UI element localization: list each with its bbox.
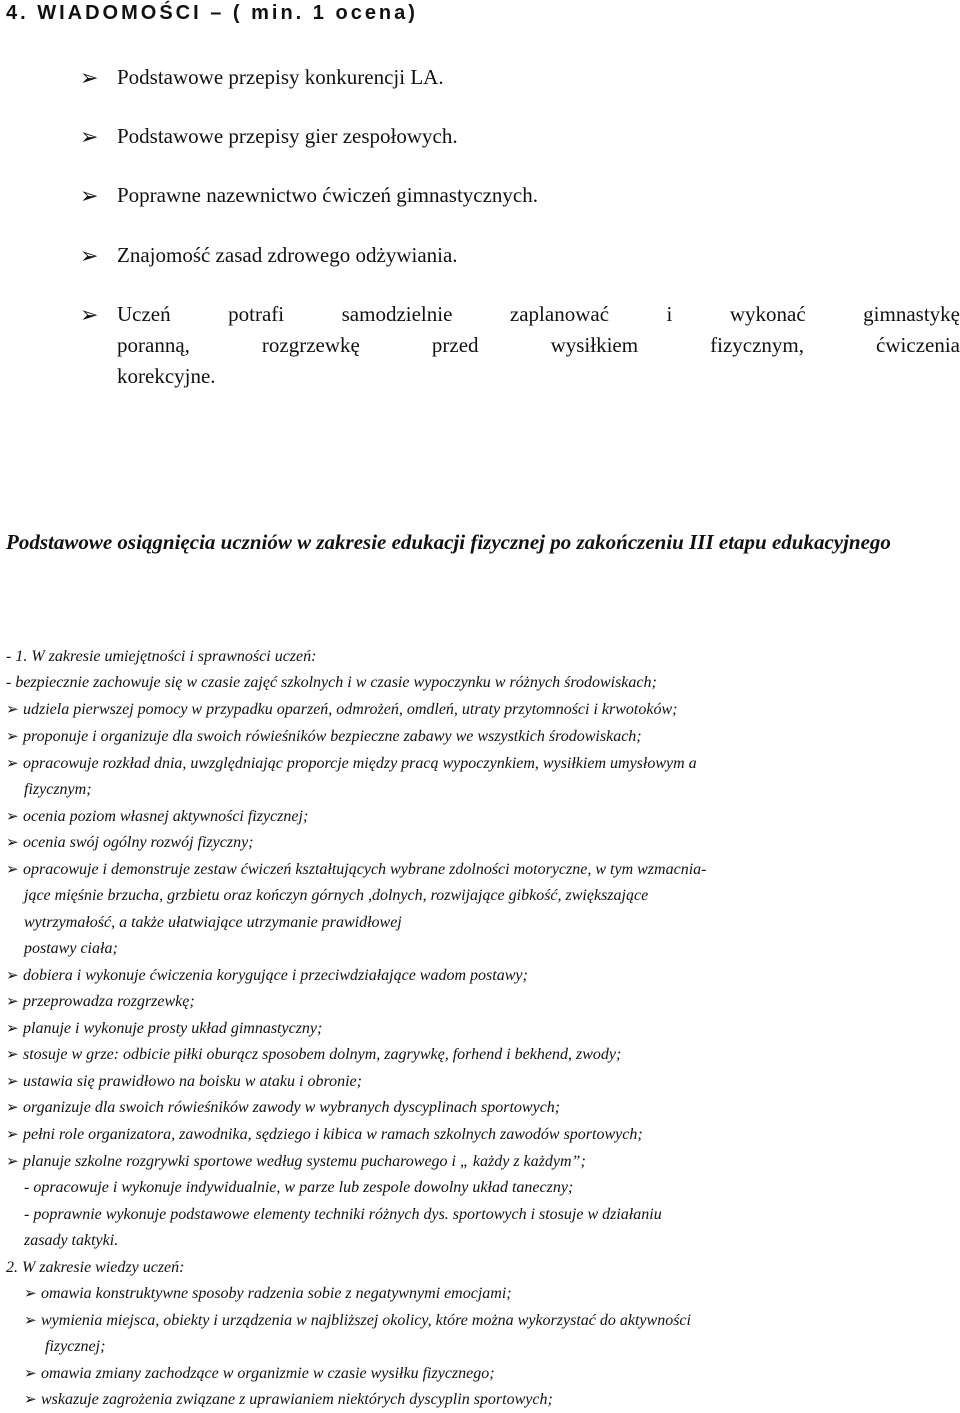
list-item: ➢ Znajomość zasad zdrowego odżywiania. [80,240,960,271]
list-item: ➢ Podstawowe przepisy konkurencji LA. [80,62,960,93]
list-item: ➢ Uczeń potrafi samodzielnie zaplanować i wykonać gimnastykę [80,299,960,330]
list-item: ➢ opracowuje i demonstruje zestaw ćwiczeń kształtujących wybrane zdolności motoryczne, w tym wzmacnia- [6,857,706,883]
arrow-bullet-icon: ➢ [6,1021,19,1037]
list-item: ➢ opracowuje rozkład dnia, uwzględniając proporcje między pracą wypoczynkiem, wysiłkiem umysłowym a [6,751,697,777]
list-item-continuation: jące mięśnie brzucha, grzbietu oraz kończyn górnych ,dolnych, rozwijające gibkość, zwiększające [24,887,649,904]
section-heading: 4. WIADOMOŚCI – ( min. 1 ocena) [6,2,418,24]
arrow-bullet-icon: ➢ [6,1127,19,1143]
arrow-bullet-icon: ➢ [80,124,99,149]
arrow-bullet-icon: ➢ [6,994,19,1010]
achievements-heading: Podstawowe osiągnięcia uczniów w zakresie edukacji fizycznej po zakończeniu III etapu edukacyjnego [6,530,891,554]
list-item: ➢ ocenia swój ogólny rozwój fizyczny; [6,830,254,856]
list-item-continuation: fizycznej; [45,1338,106,1355]
list-item-continuation: fizycznym; [24,781,92,798]
arrow-bullet-icon: ➢ [6,835,19,851]
list-item: ➢ omawia konstruktywne sposoby radzenia sobie z negatywnymi emocjami; [24,1281,512,1307]
dash-item-continuation: zasady taktyki. [24,1232,119,1249]
list-item: ➢ Podstawowe przepisy gier zespołowych. [80,121,960,152]
arrow-bullet-icon: ➢ [24,1392,37,1408]
list-item: ➢ organizuje dla swoich rówieśników zawody w wybranych dyscyplinach sportowych; [6,1095,560,1121]
arrow-bullet-icon: ➢ [6,729,19,745]
arrow-bullet-icon: ➢ [80,183,99,208]
list-item-continuation: postawy ciała; [24,940,118,957]
list-item: ➢ dobiera i wykonuje ćwiczenia korygujące i przeciwdziałające wadom postawy; [6,963,528,989]
arrow-bullet-icon: ➢ [6,1074,19,1090]
list-item: ➢ udziela pierwszej pomocy w przypadku oparzeń, odmrożeń, omdleń, utraty przytomności i krwotoków; [6,697,677,723]
arrow-bullet-icon: ➢ [6,1047,19,1063]
arrow-bullet-icon: ➢ [24,1366,37,1382]
list-item: ➢ planuje szkolne rozgrywki sportowe według systemu pucharowego i „ każdy z każdym”; [6,1149,586,1175]
list-item-continuation: poranną, rozgrzewkę przed wysiłkiem fizycznym, ćwiczenia [117,333,960,357]
arrow-bullet-icon: ➢ [6,1100,19,1116]
arrow-bullet-icon: ➢ [6,809,19,825]
list-item: ➢ wymienia miejsca, obiekty i urządzenia w najbliższej okolicy, które można wykorzystać do aktywności [24,1308,691,1334]
arrow-bullet-icon: ➢ [6,702,19,718]
arrow-bullet-icon: ➢ [80,302,99,327]
list-item: ➢ przeprowadza rozgrzewkę; [6,989,195,1015]
list-item: ➢ planuje i wykonuje prosty układ gimnastyczny; [6,1016,322,1042]
list-item-continuation: korekcyjne. [117,364,216,388]
list-item: ➢ stosuje w grze: odbicie piłki oburącz sposobem dolnym, zagrywkę, forhend i bekhend, zwody; [6,1042,621,1068]
dash-item: - poprawnie wykonuje podstawowe elementy techniki różnych dys. sportowych i stosuje w działaniu [24,1206,662,1223]
list-item-continuation: wytrzymałość, a także ułatwiające utrzymanie prawidłowej [24,914,402,931]
list-item: ➢ omawia zmiany zachodzące w organizmie w czasie wysiłku fizycznego; [24,1361,495,1387]
list-item: ➢ pełni role organizatora, zawodnika, sędziego i kibica w ramach szkolnych zawodów sportowych; [6,1122,643,1148]
list-item: ➢ Poprawne nazewnictwo ćwiczeń gimnastycznych. [80,180,960,211]
arrow-bullet-icon: ➢ [6,862,19,878]
arrow-bullet-icon: ➢ [80,65,99,90]
arrow-bullet-icon: ➢ [6,968,19,984]
arrow-bullet-icon: ➢ [80,243,99,268]
skills-intro: - 1. W zakresie umiejętności i sprawności uczeń: [6,648,317,665]
arrow-bullet-icon: ➢ [6,756,19,772]
arrow-bullet-icon: ➢ [6,1154,19,1170]
arrow-bullet-icon: ➢ [24,1313,37,1329]
list-item: ➢ ustawia się prawidłowo na boisku w ataku i obronie; [6,1069,362,1095]
arrow-bullet-icon: ➢ [24,1286,37,1302]
list-item: ➢ ocenia poziom własnej aktywności fizycznej; [6,804,308,830]
list-item: ➢ proponuje i organizuje dla swoich rówieśników bezpieczne zabawy we wszystkich środowiskach; [6,724,642,750]
dash-item: - opracowuje i wykonuje indywidualnie, w parze lub zespole dowolny układ taneczny; [24,1179,574,1196]
knowledge-intro: 2. W zakresie wiedzy uczeń: [6,1259,185,1276]
list-item: ➢ wskazuje zagrożenia związane z uprawianiem niektórych dyscyplin sportowych; [24,1387,553,1413]
skills-dash-line: - bezpiecznie zachowuje się w czasie zajęć szkolnych i w czasie wypoczynku w różnych środowiskach; [6,674,657,691]
